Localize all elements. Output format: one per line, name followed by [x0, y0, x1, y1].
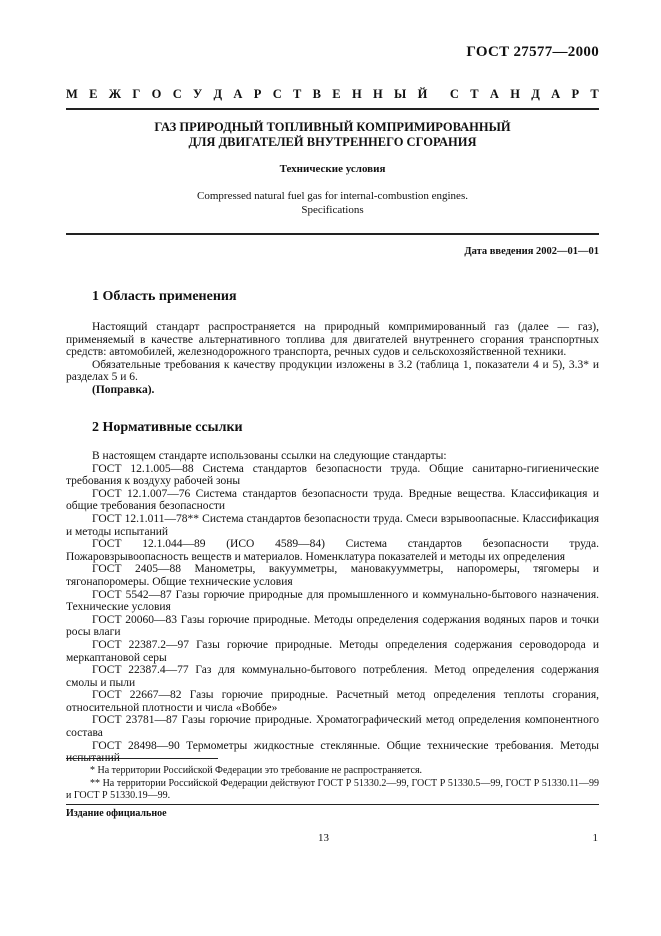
banner-letter: Ы: [394, 87, 407, 101]
edition-label: Издание официальное: [66, 808, 167, 819]
footnote-divider: [66, 758, 218, 759]
standard-number: ГОСТ 27577—2000: [466, 44, 599, 60]
banner-letter: С: [272, 87, 282, 101]
reference-item: ГОСТ 22387.2—97 Газы горючие природные. Методы определения содержания сероводорода и меркаптановой серы: [66, 638, 599, 664]
footnote: * На территории Российской Федерации это требование не распространяется.: [90, 765, 423, 776]
amendment-note: (Поправка).: [92, 383, 155, 396]
section-scope-body: [66, 321, 599, 397]
interstate-standard-banner: [66, 87, 599, 102]
intro-date: Дата введения 2002—01—01: [464, 246, 599, 257]
banner-letter: С: [449, 87, 459, 101]
reference-item: ГОСТ 12.1.011—78** Система стандартов безопасности труда. Смеси взрывоопасные. Классификация и методы испытаний: [66, 512, 599, 538]
banner-letter: Е: [89, 87, 98, 101]
banner-letter: А: [551, 87, 561, 101]
title-divider: [66, 233, 599, 235]
header-divider: [66, 108, 599, 110]
footnotes: [66, 765, 599, 803]
title-line: ГАЗ ПРИРОДНЫЙ ТОПЛИВНЫЙ КОМПРИМИРОВАННЫЙ: [154, 120, 511, 134]
banner-letter: А: [489, 87, 499, 101]
document-subtitle: Технические условия: [279, 163, 386, 175]
english-title: [66, 189, 599, 217]
reference-item: ГОСТ 22387.4—77 Газ для коммунально-бытового потребления. Метод определения содержания смолы и пыли: [66, 664, 599, 689]
title-line: ДЛЯ ДВИГАТЕЛЕЙ ВНУТРЕННЕГО СГОРАНИЯ: [188, 135, 477, 149]
reference-item: ГОСТ 23781—87 Газы горючие природные. Хроматографический метод определения компонентного состава: [66, 714, 599, 740]
banner-letter: Г: [132, 87, 141, 101]
footnote: ** На территории Российской Федерации действуют ГОСТ Р 51330.2—99, ГОСТ Р 51330.5—99, ГОСТ Р 51330.11—99 и ГОСТ Р 51330.19—99.: [66, 777, 599, 802]
reference-item: ГОСТ 12.1.044—89 (ИСО 4589—84) Система стандартов безопасности труда. Пожаровзрывоопасность веществ и материалов. Номенклатура показателей и методы их определения: [66, 538, 599, 563]
reference-item: ГОСТ 2405—88 Манометры, вакуумметры, мановакуумметры, напоромеры, тягомеры и тягонапоромеры. Общие технические условия: [66, 563, 599, 588]
banner-letter: Р: [571, 87, 580, 101]
banner-letter: В: [312, 87, 321, 101]
reference-item: ГОСТ 12.1.005—88 Система стандартов безопасности труда. Общие санитарно-гигиенические требования к воздуху рабочей зоны: [66, 462, 599, 488]
banner-letter: У: [193, 87, 203, 101]
paragraph: Обязательные требования к качеству продукции изложены в 3.2 (таблица 1, показатели 4 и 5), 3.3* и разделах 5 и 6.: [66, 358, 599, 384]
normative-refs-list: [66, 450, 599, 765]
reference-item: ГОСТ 5542—87 Газы горючие природные для промышленного и коммунально-бытового назначения. Технические условия: [66, 588, 599, 614]
banner-letter: Д: [213, 87, 223, 101]
page-number-right: 1: [592, 832, 598, 844]
reference-item: ГОСТ 28498—90 Термометры жидкостные стеклянные. Общие технические требования. Методы испытаний: [66, 739, 599, 765]
banner-letter: Т: [293, 87, 302, 101]
banner-letter: С: [172, 87, 182, 101]
paragraph: Настоящий стандарт распространяется на природный компримированный газ (далее — газ), применяемый в качестве альтернативного топлива для двигателей внутреннего сгорания транспортных средств: автомобилей, железнодорожного транспорта, речных судов и сельскохозяйственной техники.: [66, 321, 599, 359]
page-number-center: 13: [318, 832, 329, 844]
reference-item: ГОСТ 20060—83 Газы горючие природные. Методы определения содержания водяных паров и точки росы влаги: [66, 613, 599, 639]
section-heading-normative-refs: 2 Нормативные ссылки: [92, 420, 243, 435]
banner-letter: Е: [332, 87, 341, 101]
banner-letter: Ж: [108, 87, 122, 101]
banner-letter: Н: [351, 87, 362, 101]
paragraph: В настоящем стандарте использованы ссылки на следующие стандарты:: [92, 450, 447, 462]
footer-divider: [66, 804, 599, 805]
banner-letter: М: [66, 87, 78, 101]
document-title: [66, 120, 599, 150]
banner-letter: Т: [470, 87, 479, 101]
banner-letter: А: [233, 87, 243, 101]
banner-letter: Т: [590, 87, 599, 101]
banner-letter: Р: [253, 87, 262, 101]
reference-item: ГОСТ 22667—82 Газы горючие природные. Расчетный метод определения теплоты сгорания, относительной плотности и числа «Воббе»: [66, 689, 599, 714]
banner-letter: Н: [510, 87, 520, 101]
banner-letter: Д: [531, 87, 540, 101]
banner-letter: Н: [372, 87, 383, 101]
banner-letter: Й: [417, 87, 428, 101]
reference-item: ГОСТ 12.1.007—76 Система стандартов безопасности труда. Вредные вещества. Классификация и общие требования безопасности: [66, 487, 599, 513]
english-title-line: Compressed natural fuel gas for internal-combustion engines.: [197, 190, 468, 202]
banner-letter: О: [151, 87, 162, 101]
section-heading-scope: 1 Область применения: [92, 289, 237, 304]
english-title-line: Specifications: [301, 204, 364, 216]
